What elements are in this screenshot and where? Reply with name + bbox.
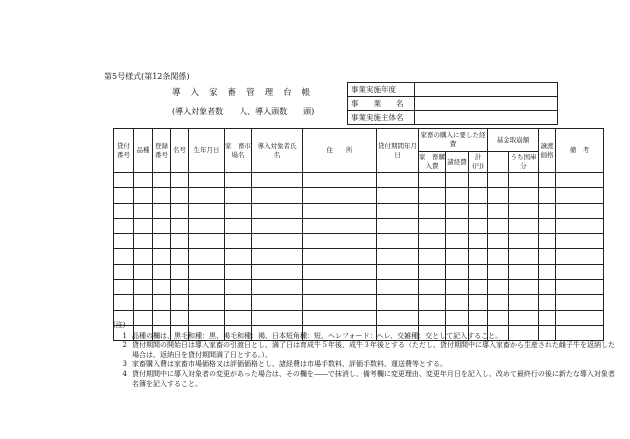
table-row (114, 280, 604, 295)
table-cell[interactable] (252, 218, 303, 233)
header-loan-no: 貸付番号 (114, 129, 134, 173)
table-cell[interactable] (303, 280, 377, 295)
note-text: 貸付期間の開始日は導入家畜の引渡日とし、満了日は育成牛５年後、成牛３年後とする（ただし、貸付期間中に導入家畜から生産された雌子牛を返納した場合は、返納日を貸付期間満了日とする。）。 (132, 341, 615, 359)
header-cost-group: 家畜の購入に要した経費 (419, 129, 488, 152)
table-row (114, 218, 604, 233)
table-cell[interactable] (556, 173, 604, 188)
table-cell[interactable] (419, 295, 446, 310)
table-cell[interactable] (488, 249, 509, 264)
title-char: 畜 (227, 88, 237, 98)
header-breed: 品種 (134, 129, 153, 173)
table-cell[interactable] (539, 249, 556, 264)
table-cell[interactable] (153, 188, 171, 203)
table-cell[interactable] (303, 218, 377, 233)
table-cell[interactable] (252, 264, 303, 279)
table-cell[interactable] (171, 218, 189, 233)
table-cell[interactable] (509, 203, 539, 218)
table-cell[interactable] (556, 264, 604, 279)
table-cell[interactable] (114, 218, 134, 233)
table-cell[interactable] (539, 188, 556, 203)
table-cell[interactable] (252, 280, 303, 295)
table-cell[interactable] (509, 264, 539, 279)
table-cell[interactable] (509, 234, 539, 249)
table-row (114, 264, 604, 279)
table-cell[interactable] (189, 295, 225, 310)
table-cell[interactable] (419, 173, 446, 188)
table-cell[interactable] (446, 280, 469, 295)
table-row (114, 203, 604, 218)
header-remarks: 備 考 (556, 129, 604, 173)
table-cell[interactable] (509, 218, 539, 233)
table-cell[interactable] (539, 203, 556, 218)
table-cell[interactable] (419, 203, 446, 218)
table-cell[interactable] (252, 249, 303, 264)
table-body (114, 173, 604, 341)
table-cell[interactable] (377, 188, 419, 203)
table-cell[interactable] (377, 203, 419, 218)
table-cell[interactable] (509, 188, 539, 203)
table-cell[interactable] (225, 234, 252, 249)
table-cell[interactable] (539, 173, 556, 188)
table-cell[interactable] (446, 173, 469, 188)
table-cell[interactable] (419, 249, 446, 264)
table-cell[interactable] (153, 203, 171, 218)
table-cell[interactable] (189, 218, 225, 233)
header-birth: 生年月日 (189, 129, 225, 173)
table-cell[interactable] (377, 173, 419, 188)
info-label: 事 業 名 (348, 97, 415, 111)
header-period: 貸付期間年月日 (377, 129, 419, 173)
table-cell[interactable] (225, 264, 252, 279)
table-cell[interactable] (189, 203, 225, 218)
table-cell[interactable] (539, 234, 556, 249)
table-cell[interactable] (419, 218, 446, 233)
table-cell[interactable] (377, 218, 419, 233)
table-cell[interactable] (488, 264, 509, 279)
title-char: 理 (264, 88, 274, 98)
note-text: 品種の欄は、黒毛和種：黒、褐毛和種：褐、日本短角種：短、ヘレフォード：ヘレ、交雑種：交として記入すること。 (132, 331, 503, 340)
table-cell[interactable] (377, 234, 419, 249)
header-reg-no: 登録番号 (153, 129, 171, 173)
title-char: 帳 (301, 88, 311, 98)
table-cell[interactable] (556, 295, 604, 310)
table-cell[interactable] (189, 249, 225, 264)
table-cell[interactable] (153, 264, 171, 279)
table-cell[interactable] (419, 264, 446, 279)
table-cell[interactable] (114, 234, 134, 249)
page-subtitle: (導入対象者数 人、導入頭数 頭) (172, 107, 315, 116)
table-cell[interactable] (446, 188, 469, 203)
table-cell[interactable] (509, 249, 539, 264)
table-cell[interactable] (556, 203, 604, 218)
table-cell[interactable] (134, 173, 153, 188)
table-cell[interactable] (303, 188, 377, 203)
table-cell[interactable] (446, 295, 469, 310)
table-cell[interactable] (488, 173, 509, 188)
info-value[interactable] (415, 111, 558, 125)
header-fund-blank (488, 152, 509, 173)
table-cell[interactable] (509, 173, 539, 188)
note-number: 4 (122, 369, 127, 378)
table-cell[interactable] (469, 264, 488, 279)
table-row (114, 188, 604, 203)
table-cell[interactable] (225, 218, 252, 233)
title-char: 台 (283, 88, 292, 98)
header-fund-group: 基金取崩額 (488, 129, 539, 152)
note-item (113, 360, 618, 370)
table-cell[interactable] (303, 295, 377, 310)
table-cell[interactable] (377, 295, 419, 310)
table-cell[interactable] (171, 173, 189, 188)
note-text: 家畜購入費は家畜市場価格又は評価価格とし、諸経費は市場手数料、評価手数料、運送費等とする。 (132, 360, 447, 369)
table-cell[interactable] (134, 249, 153, 264)
table-row (114, 173, 604, 188)
table-cell[interactable] (225, 203, 252, 218)
title-char: 管 (246, 88, 255, 98)
table-row (114, 249, 604, 264)
table-cell[interactable] (488, 295, 509, 310)
table-cell[interactable] (171, 234, 189, 249)
table-cell[interactable] (446, 218, 469, 233)
table-cell[interactable] (488, 218, 509, 233)
table-cell[interactable] (252, 188, 303, 203)
table-cell[interactable] (134, 295, 153, 310)
table-cell[interactable] (446, 234, 469, 249)
table-cell[interactable] (303, 234, 377, 249)
table-cell[interactable] (469, 234, 488, 249)
info-label: 事業実施年度 (348, 83, 415, 97)
note-item (113, 341, 618, 360)
header-target-name: 導入対象者氏 名 (252, 129, 303, 173)
table-cell[interactable] (189, 173, 225, 188)
table-cell[interactable] (114, 188, 134, 203)
table-cell[interactable] (377, 264, 419, 279)
table-cell[interactable] (225, 295, 252, 310)
header-address: 住 所 (303, 129, 377, 173)
title-char: 導 (172, 88, 181, 98)
table-cell[interactable] (488, 280, 509, 295)
table-cell[interactable] (419, 188, 446, 203)
table-cell[interactable] (303, 173, 377, 188)
table-cell[interactable] (556, 218, 604, 233)
info-value[interactable] (415, 97, 558, 111)
header-national-share: うち国庫分 (509, 152, 539, 173)
table-cell[interactable] (469, 249, 488, 264)
project-info-table (347, 82, 558, 125)
notes-title: (注) (113, 321, 126, 329)
title-char: 家 (209, 88, 218, 98)
header-purchase-cost: 家 畜購入費 (419, 152, 446, 173)
table-cell[interactable] (446, 249, 469, 264)
header-transfer-price: 譲渡価格 (539, 129, 556, 173)
table-cell[interactable] (171, 249, 189, 264)
table-cell[interactable] (252, 173, 303, 188)
info-label: 事業実施主体名 (348, 111, 415, 125)
note-item (113, 332, 618, 342)
table-cell[interactable] (539, 280, 556, 295)
table-cell[interactable] (509, 280, 539, 295)
notes-section (113, 321, 618, 389)
form-number: 第5号様式(第12条関係) (104, 72, 190, 81)
table-cell[interactable] (153, 280, 171, 295)
note-number: 1 (122, 331, 127, 340)
table-cell[interactable] (303, 203, 377, 218)
table-cell[interactable] (189, 188, 225, 203)
table-cell[interactable] (171, 188, 189, 203)
info-value[interactable] (415, 83, 558, 97)
table-cell[interactable] (377, 280, 419, 295)
note-number: 2 (122, 341, 127, 350)
title-char: 入 (190, 88, 200, 98)
table-row (114, 295, 604, 310)
table-cell[interactable] (225, 173, 252, 188)
table-cell[interactable] (225, 249, 252, 264)
table-cell[interactable] (153, 234, 171, 249)
table-cell[interactable] (134, 218, 153, 233)
note-item (113, 370, 618, 389)
header-market: 家 畜市場名 (225, 129, 252, 173)
table-cell[interactable] (469, 218, 488, 233)
page-title (172, 86, 320, 98)
table-cell[interactable] (252, 203, 303, 218)
table-cell[interactable] (556, 280, 604, 295)
note-number: 3 (122, 360, 127, 369)
table-cell[interactable] (488, 188, 509, 203)
table-cell[interactable] (509, 295, 539, 310)
table-cell[interactable] (303, 264, 377, 279)
table-cell[interactable] (114, 249, 134, 264)
table-cell[interactable] (171, 295, 189, 310)
table-cell[interactable] (134, 234, 153, 249)
table-cell[interactable] (114, 280, 134, 295)
table-cell[interactable] (225, 188, 252, 203)
table-cell[interactable] (488, 234, 509, 249)
table-cell[interactable] (153, 249, 171, 264)
table-cell[interactable] (134, 203, 153, 218)
table-cell[interactable] (469, 203, 488, 218)
table-cell[interactable] (171, 264, 189, 279)
table-cell[interactable] (419, 234, 446, 249)
table-cell[interactable] (539, 264, 556, 279)
table-cell[interactable] (171, 280, 189, 295)
table-cell[interactable] (114, 295, 134, 310)
table-cell[interactable] (446, 203, 469, 218)
table-cell[interactable] (189, 280, 225, 295)
table-cell[interactable] (134, 280, 153, 295)
table-cell[interactable] (171, 203, 189, 218)
table-cell[interactable] (134, 264, 153, 279)
table-cell[interactable] (469, 295, 488, 310)
table-cell[interactable] (189, 264, 225, 279)
table-cell[interactable] (153, 173, 171, 188)
table-cell[interactable] (114, 173, 134, 188)
table-cell[interactable] (252, 295, 303, 310)
livestock-ledger-table (113, 128, 604, 341)
table-cell[interactable] (556, 249, 604, 264)
table-cell[interactable] (114, 264, 134, 279)
table-cell[interactable] (225, 280, 252, 295)
header-total: 計(円) (469, 152, 488, 173)
table-cell[interactable] (153, 218, 171, 233)
table-cell[interactable] (446, 264, 469, 279)
header-name: 名号 (171, 129, 189, 173)
note-text: 貸付期間中に導入対象者の変更があった場合は、その欄を――で抹消し、備考欄に変更理由、変更年月日を記入し、改めて最終行の後に新たな導入対象者名簿を記入すること。 (132, 369, 615, 388)
table-cell[interactable] (488, 203, 509, 218)
table-cell[interactable] (469, 188, 488, 203)
table-cell[interactable] (303, 249, 377, 264)
table-cell[interactable] (556, 234, 604, 249)
table-cell[interactable] (377, 249, 419, 264)
table-cell[interactable] (189, 234, 225, 249)
table-cell[interactable] (469, 173, 488, 188)
table-cell[interactable] (539, 218, 556, 233)
table-cell[interactable] (252, 234, 303, 249)
table-cell[interactable] (114, 203, 134, 218)
header-misc-cost: 諸経費 (446, 152, 469, 173)
table-row (114, 234, 604, 249)
table-cell[interactable] (556, 188, 604, 203)
table-cell[interactable] (469, 280, 488, 295)
table-cell[interactable] (419, 280, 446, 295)
table-cell[interactable] (153, 295, 171, 310)
table-cell[interactable] (134, 188, 153, 203)
table-cell[interactable] (539, 295, 556, 310)
